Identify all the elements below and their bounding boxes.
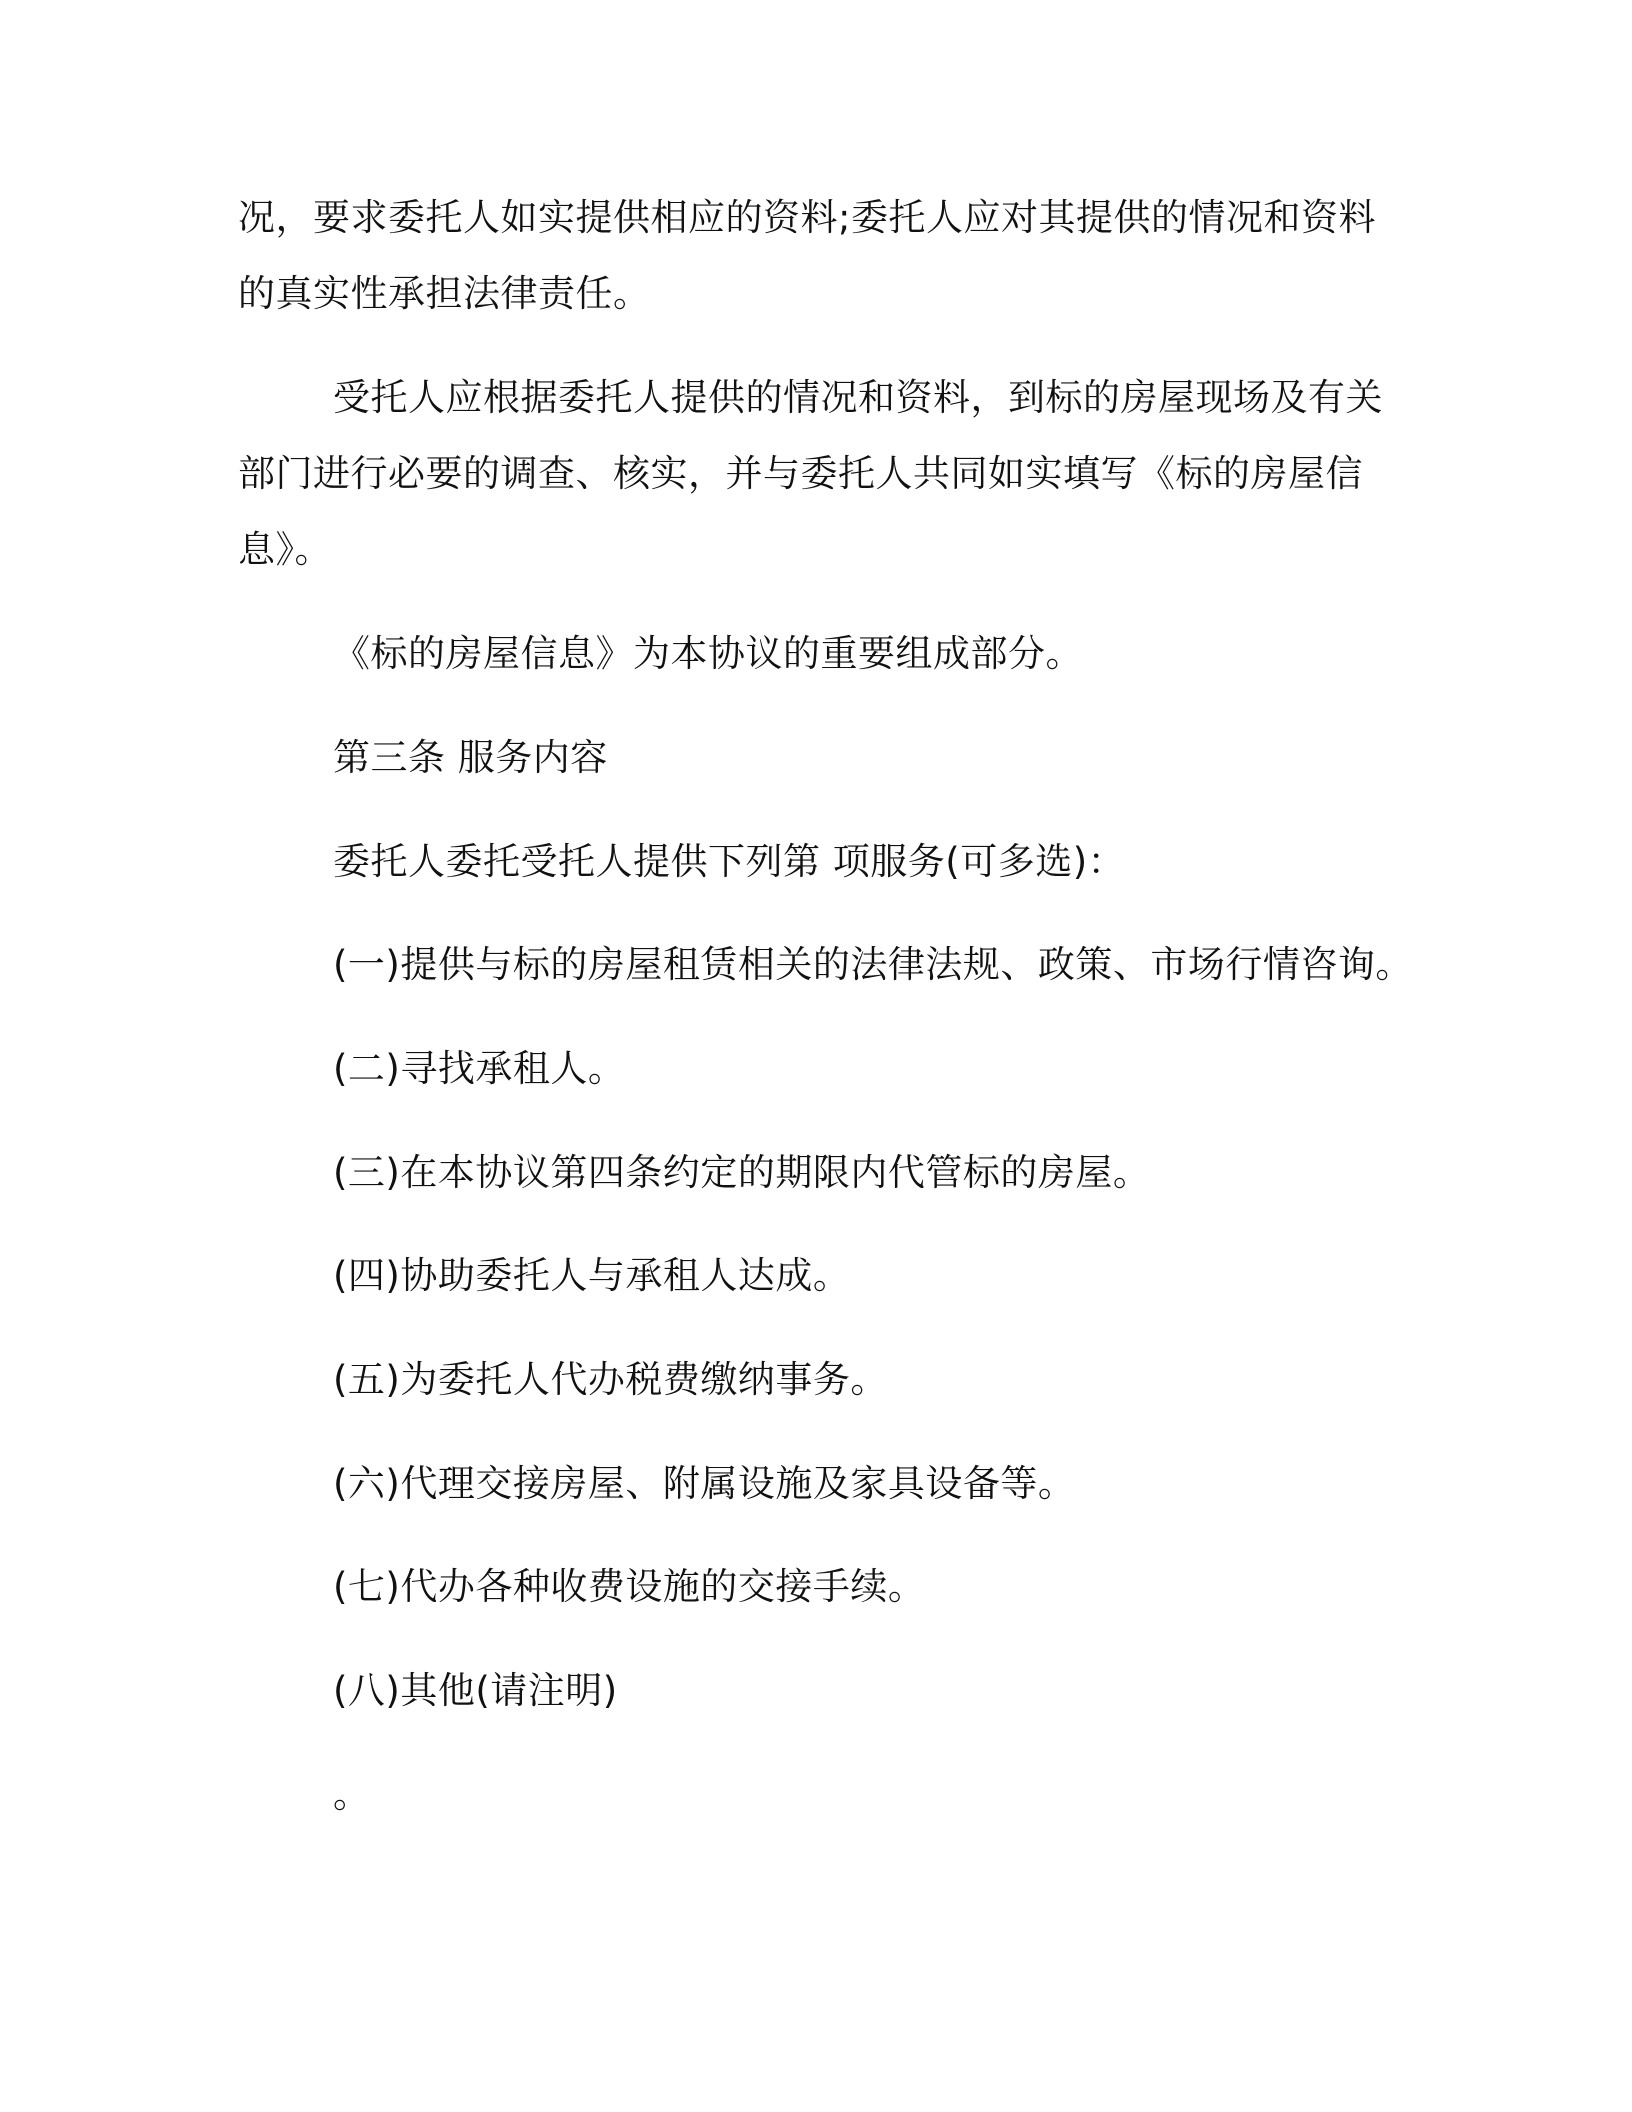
list-item: (四)协助委托人与承租人达成。 bbox=[333, 1254, 851, 1297]
list-item: (六)代理交接房屋、附属设施及家具设备等。 bbox=[333, 1462, 1076, 1505]
trailing-period: 。 bbox=[333, 1773, 371, 1816]
paragraph-2-line-3: 息》。 bbox=[238, 528, 332, 571]
intro-line: 委托人委托受托人提供下列第 项服务(可多选)： bbox=[333, 840, 1126, 883]
list-item: (五)为委托人代办税费缴纳事务。 bbox=[333, 1358, 888, 1401]
list-item: (二)寻找承租人。 bbox=[333, 1047, 626, 1090]
paragraph-3: 《标的房屋信息》为本协议的重要组成部分。 bbox=[333, 632, 1083, 675]
list-item: (七)代办各种收费设施的交接手续。 bbox=[333, 1565, 926, 1608]
paragraph-1-line-1: 况，要求委托人如实提供相应的资料;委托人应对其提供的情况和资料 bbox=[238, 196, 1376, 239]
list-item: (一)提供与标的房屋租赁相关的法律法规、政策、市场行情咨询。 bbox=[333, 943, 1413, 986]
paragraph-2-line-2: 部门进行必要的调查、核实，并与委托人共同如实填写《标的房屋信 bbox=[238, 452, 1363, 495]
paragraph-1-line-2: 的真实性承担法律责任。 bbox=[238, 272, 651, 315]
section-heading: 第三条 服务内容 bbox=[333, 736, 608, 779]
paragraph-2-line-1: 受托人应根据委托人提供的情况和资料，到标的房屋现场及有关 bbox=[333, 376, 1383, 419]
list-item: (三)在本协议第四条约定的期限内代管标的房屋。 bbox=[333, 1151, 1151, 1194]
list-item: (八)其他(请注明) bbox=[333, 1669, 618, 1712]
